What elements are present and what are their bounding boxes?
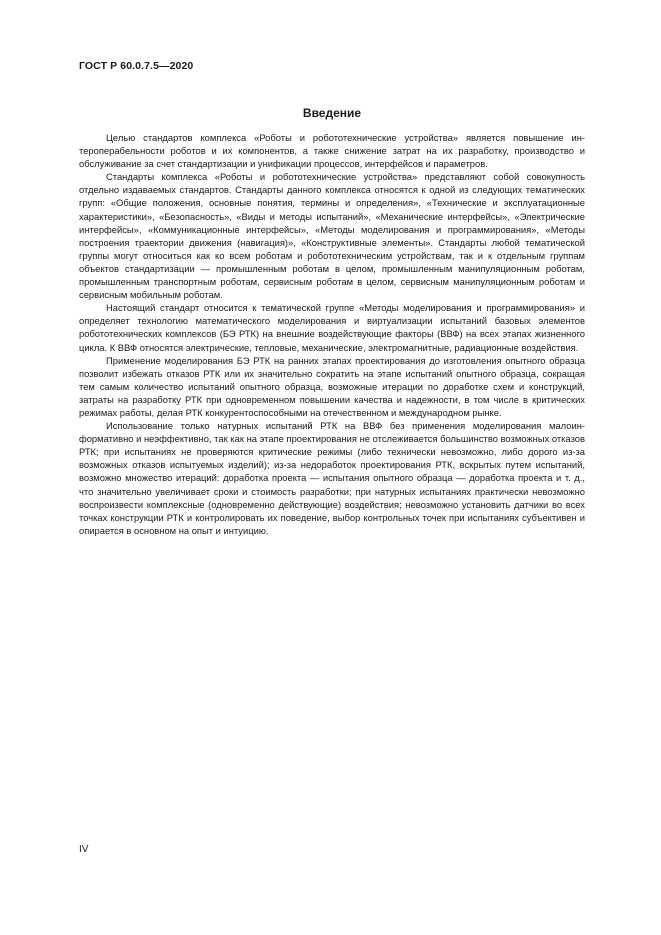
paragraph: Применение моделирования БЭ РТК на ранних этапах проектирования до изготовления опытного образца позволит избежать отказов РТК или их значительно сократить на этапе испытаний опытного образца, сокращая тем самым количество испытаний опытного образца, возможные итерации по доработке схем и конструкций, затраты на разработку РТК при одновременном повышении качества и надежности, в том числе в критических режимах работы, делая РТК конкурентоспособными на отечественном и международном рынке. — [79, 354, 585, 418]
paragraph: Целью стандартов комплекса «Роботы и робототехнические устройства» является повышение интероперабельности роботов и их компонентов, а также снижение затрат на их разработку, производство и обслуживание за счет стандартизации и унификации процессов, интерфейсов и параметров. — [79, 132, 585, 170]
body-text — [79, 131, 585, 537]
paragraph: Использование только натурных испытаний РТК на ВВФ без применения моделирования малоинформативно и неэффективно, так как на этапе проектирования не отслеживается большинство возможных отказов РТК; при испытаниях не проверяются критические режимы (либо технически невозможно, либо дорого из-за возможных отказов испытуемых изделий); из-за недоработок проектирования РТК, вскрытых путем испытаний, возможно множество итераций: доработка проекта — испытания опытного образца — доработка проекта и т. д., что значительно увеличивает сроки и стоимость разработки; при натурных испытаниях практически невозможно воспроизвести комплексные (одновременно действующие) воздействия; невозможно установить датчики во всех точках конструкции РТК и контролировать их поведение, выбор контрольных точек при испытаниях субъективен и опирается в основном на опыт и интуицию. — [79, 420, 585, 536]
paragraph: Стандарты комплекса «Роботы и робототехнические устройства» представляют собой совокупность отдельно издаваемых стандартов. Стандарты данного комплекса относятся к одной из следующих тематических групп: «Общие положения, основные понятия, термины и определения», «Технические и эксплуатационные характеристики», «Безопасность», «Виды и методы испытаний», «Механические интерфейсы», «Электрические интерфейсы», «Коммуникационные интерфейсы», «Методы моделирования и программирования», «Методы построения траектории движения (навигация)», «Конструктивные элементы». Стандарты любой тематической группы могут относиться как ко всем роботам и робототехническим устройствам, так и к отдельным группам объектов стандартизации — промышленным роботам в целом, промышленным манипуляционным роботам, промышленным транспортным роботам, сервисным роботам в целом, сервисным манипуляционным роботам и сервисным мобильным роботам. — [79, 171, 585, 301]
section-title: Введение — [302, 106, 362, 120]
document-code-header: ГОСТ Р 60.0.7.5—2020 — [79, 60, 194, 72]
page-number: IV — [79, 844, 89, 855]
paragraph: Настоящий стандарт относится к тематической группе «Методы моделирования и программирования» и определяет технологию математического моделирования и виртуализации испытаний базовых элементов робототехнических комплексов (БЭ РТК) на внешние воздействующие факторы (ВВФ) на всех этапах жизненного цикла. К ВВФ относятся электрические, тепловые, механические, электромагнитные, радиационные воздействия. — [79, 302, 585, 353]
